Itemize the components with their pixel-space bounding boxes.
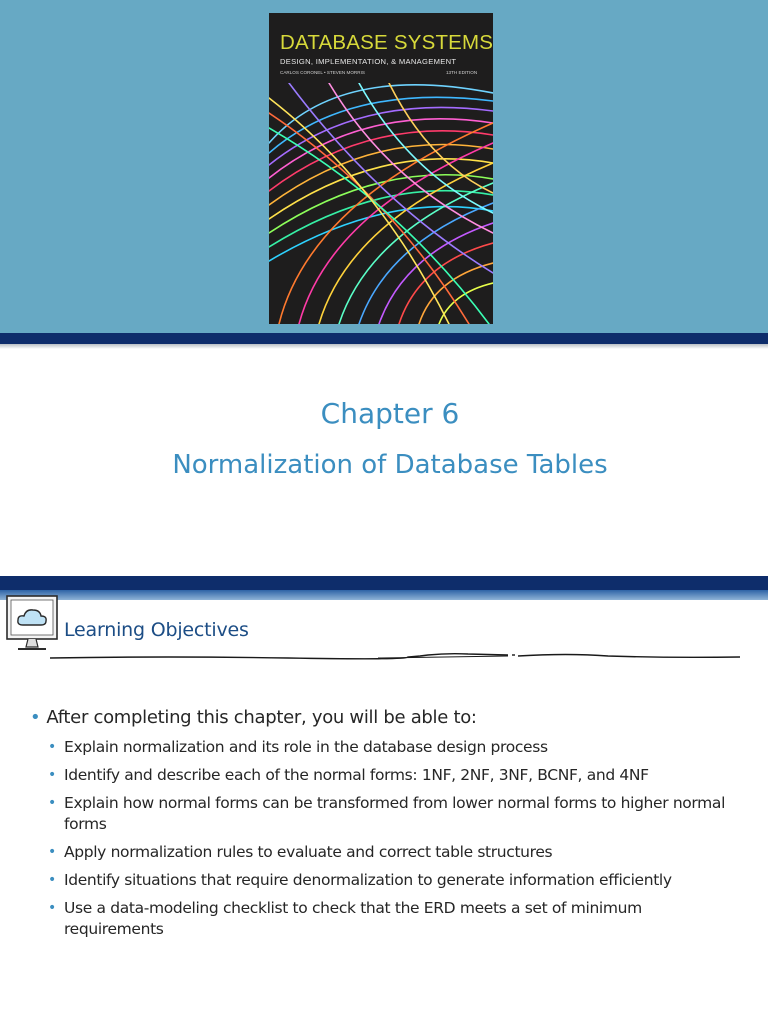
chapter-title: Normalization of Database Tables <box>172 450 608 480</box>
list-item <box>48 793 728 835</box>
bullet-icon: • <box>48 795 56 811</box>
list-item <box>48 842 728 863</box>
bullet-icon: • <box>48 767 56 783</box>
book-cover-authors: CARLOS CORONEL • STEVEN MORRIS <box>280 70 365 75</box>
title-slide-shadow <box>0 344 768 349</box>
cloud-monitor-icon <box>6 595 58 651</box>
list-item-text: Explain normalization and its role in the database design process <box>64 738 548 756</box>
bullet-icon: • <box>30 707 41 728</box>
cover-globe-artwork <box>269 83 493 324</box>
objectives-slide-navy-bar <box>0 576 768 590</box>
list-item <box>48 737 728 758</box>
hand-drawn-underline <box>48 651 742 663</box>
objectives-intro <box>30 707 750 728</box>
objectives-intro-text: After completing this chapter, you will be able to: <box>46 707 477 728</box>
book-cover <box>269 13 493 324</box>
objectives-list <box>48 737 728 947</box>
list-item <box>48 898 728 940</box>
list-item-text: Identify situations that require denormalization to generate information efficiently <box>64 871 672 889</box>
book-cover-title: DATABASE SYSTEMS <box>280 31 493 54</box>
title-slide-navy-bar <box>0 333 768 344</box>
list-item-text: Use a data-modeling checklist to check that the ERD meets a set of minimum requirements <box>64 899 642 938</box>
list-item-text: Identify and describe each of the normal forms: 1NF, 2NF, 3NF, BCNF, and 4NF <box>64 766 649 784</box>
bullet-icon: • <box>48 739 56 755</box>
chapter-number: Chapter 6 <box>320 397 460 430</box>
bullet-icon: • <box>48 872 56 888</box>
bullet-icon: • <box>48 844 56 860</box>
book-cover-subtitle: DESIGN, IMPLEMENTATION, & MANAGEMENT <box>280 57 457 66</box>
list-item-text: Explain how normal forms can be transformed from lower normal forms to higher normal forms <box>64 794 726 833</box>
book-cover-edition: 13TH EDITION <box>446 70 478 75</box>
list-item <box>48 870 728 891</box>
list-item-text: Apply normalization rules to evaluate and correct table structures <box>64 843 553 861</box>
objectives-heading: Learning Objectives <box>64 619 249 641</box>
bullet-icon: • <box>48 900 56 916</box>
objectives-slide-blue-bar <box>0 590 768 600</box>
list-item <box>48 765 728 786</box>
